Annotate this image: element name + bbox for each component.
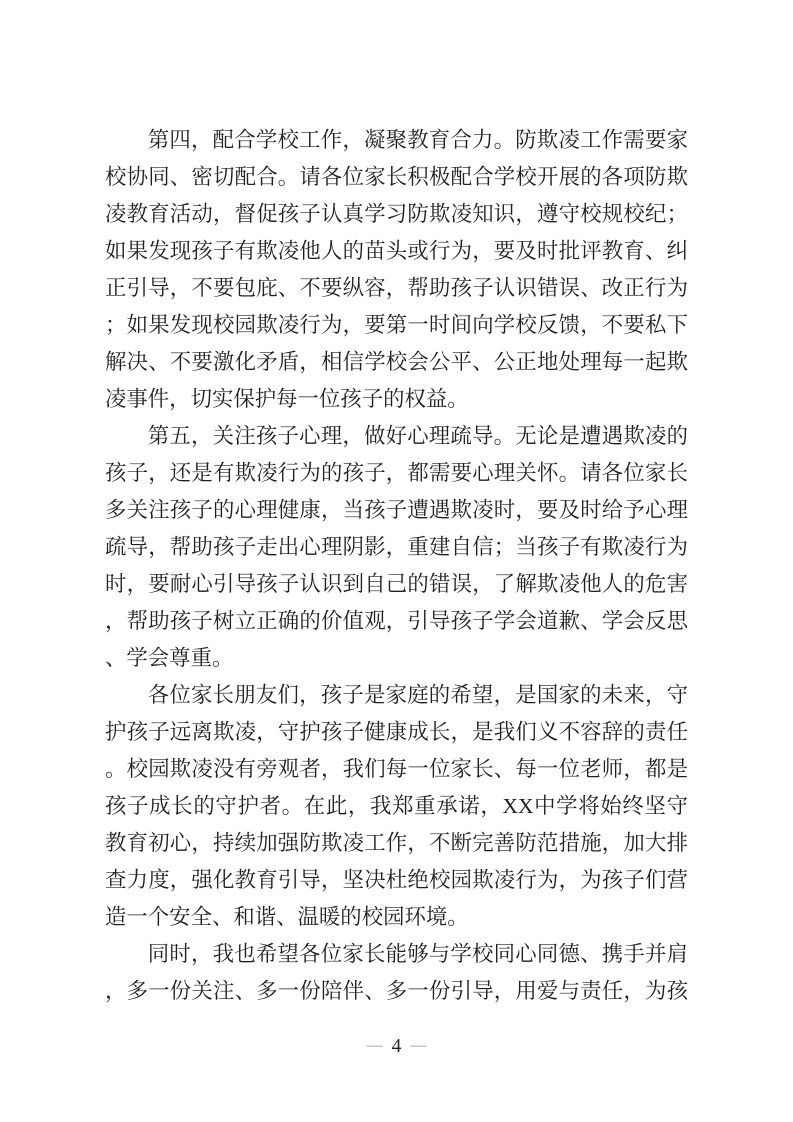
text-line: 如果发现孩子有欺凌他人的苗头或行为，要及时批评教育、纠: [105, 239, 688, 263]
text-line: 校协同、密切配合。请各位家长积极配合学校开展的各项防欺: [105, 165, 688, 189]
paragraph: [105, 418, 688, 677]
text-line: 凌事件，切实保护每一位孩子的权益。: [105, 387, 469, 411]
text-line: 护孩子远离欺凌，守护孩子健康成长，是我们义不容辞的责任: [105, 720, 688, 744]
footer-dash-right: —: [410, 1037, 427, 1054]
text-line: 正引导，不要包庇、不要纵容，帮助孩子认识错误、改正行为: [105, 276, 688, 300]
text-line: 、学会尊重。: [105, 646, 234, 670]
text-line: ，帮助孩子树立正确的价值观，引导孩子学会道歉、学会反思: [105, 609, 688, 633]
text-line: 第五，关注孩子心理，做好心理疏导。无论是遭遇欺凌的: [147, 424, 688, 448]
text-line: 孩子，还是有欺凌行为的孩子，都需要心理关怀。请各位家长: [105, 461, 688, 485]
document-body: [105, 122, 688, 1010]
text-line: 教育初心，持续加强防欺凌工作，不断完善防范措施，加大排: [105, 831, 688, 855]
text-line: 。校园欺凌没有旁观者，我们每一位家长、每一位老师，都是: [105, 757, 688, 781]
text-line: 各位家长朋友们，孩子是家庭的希望，是国家的未来，守: [147, 683, 688, 707]
footer-dash-left: —: [366, 1037, 383, 1054]
paragraph: [105, 677, 688, 936]
text-line: 孩子成长的守护者。在此，我郑重承诺，XX中学将始终坚守: [105, 794, 688, 818]
text-line: 多关注孩子的心理健康，当孩子遭遇欺凌时，要及时给予心理: [105, 498, 688, 522]
page-footer: [0, 1033, 793, 1059]
paragraph: [105, 122, 688, 418]
page-number: 4: [391, 1036, 402, 1057]
text-line: 凌教育活动，督促孩子认真学习防欺凌知识，遵守校规校纪；: [105, 202, 688, 226]
text-line: ，多一份关注、多一份陪伴、多一份引导，用爱与责任，为孩: [105, 979, 688, 1003]
text-line: 第四，配合学校工作，凝聚教育合力。防欺凌工作需要家: [147, 128, 688, 152]
text-line: 时，要耐心引导孩子认识到自己的错误，了解欺凌他人的危害: [105, 572, 688, 596]
paragraph: [105, 936, 688, 1010]
text-line: 解决、不要激化矛盾，相信学校会公平、公正地处理每一起欺: [105, 350, 688, 374]
text-line: 疏导，帮助孩子走出心理阴影，重建自信；当孩子有欺凌行为: [105, 535, 688, 559]
text-line: 同时，我也希望各位家长能够与学校同心同德、携手并肩: [147, 942, 688, 966]
text-line: 造一个安全、和谐、温暖的校园环境。: [105, 905, 469, 929]
text-line: ；如果发现校园欺凌行为，要第一时间向学校反馈，不要私下: [105, 313, 688, 337]
text-line: 查力度，强化教育引导，坚决杜绝校园欺凌行为，为孩子们营: [105, 868, 688, 892]
